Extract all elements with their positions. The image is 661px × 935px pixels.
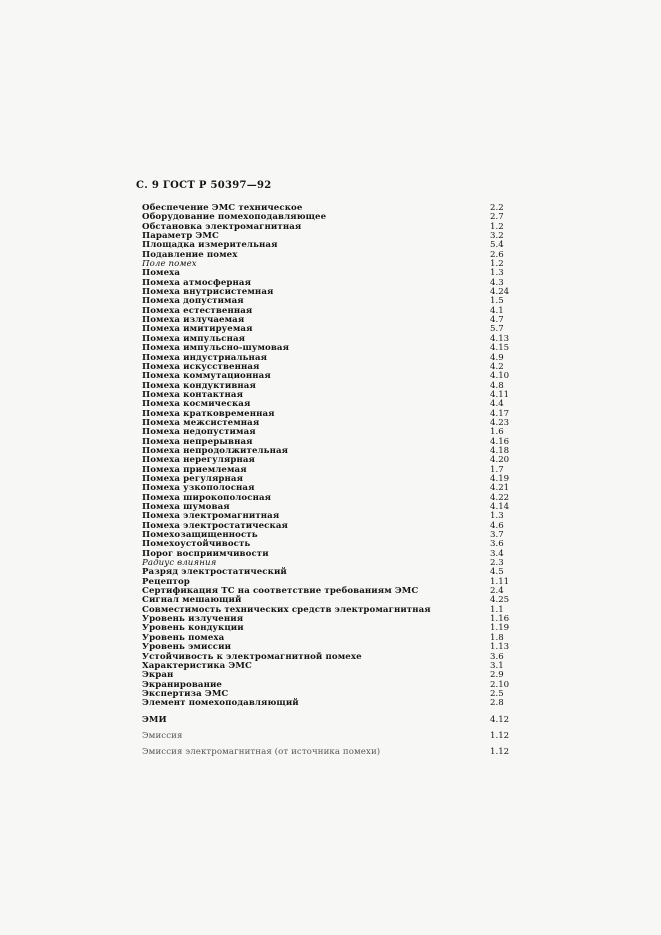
index-term: Помеха межсистемная bbox=[142, 417, 260, 428]
index-ref: 4.21 bbox=[490, 483, 510, 494]
index-term: Уровень излучения bbox=[142, 614, 244, 625]
index-term: Помехоустойчивость bbox=[142, 539, 251, 550]
index-ref: 1.2 bbox=[490, 259, 504, 270]
index-term: Уровень эмиссии bbox=[142, 642, 232, 653]
index-ref: 2.9 bbox=[490, 670, 504, 681]
index-term: Помеха кратковременная bbox=[142, 408, 275, 419]
index-term: Сертификация ТС на соответствие требованиям ЭМС bbox=[142, 586, 419, 597]
index-term: Помеха электростатическая bbox=[142, 520, 288, 531]
index-entry bbox=[142, 748, 522, 757]
index-term: ЭМИ bbox=[142, 714, 167, 725]
index-ref: 1.19 bbox=[490, 623, 510, 634]
index-ref: 1.3 bbox=[490, 511, 504, 522]
index-ref: 4.25 bbox=[490, 595, 510, 606]
index-term: Характеристика ЭМС bbox=[142, 660, 252, 671]
index-term: Помеха электромагнитная bbox=[142, 511, 280, 522]
index-term: Помеха контактная bbox=[142, 389, 244, 400]
index-ref: 4.14 bbox=[490, 502, 510, 512]
index-ref: 5.4 bbox=[490, 240, 504, 251]
index-ref: 2.3 bbox=[490, 558, 504, 569]
index-ref: 1.12 bbox=[490, 730, 510, 741]
index-ref: 1.6 bbox=[490, 427, 504, 438]
index-term: Помеха непродолжительная bbox=[142, 445, 289, 456]
index-term: Совместимость технических средств электромагнитная bbox=[142, 604, 431, 615]
index-term: Помеха имитируемая bbox=[142, 324, 253, 335]
index-ref: 4.10 bbox=[490, 371, 510, 382]
index-term: Помеха космическая bbox=[142, 399, 251, 410]
index-term: Сигнал мешающий bbox=[142, 595, 242, 606]
index-ref: 1.8 bbox=[490, 632, 504, 643]
index-ref: 4.12 bbox=[490, 714, 510, 725]
index-ref: 4.17 bbox=[490, 408, 510, 419]
index-ref: 4.19 bbox=[490, 473, 510, 484]
term-index bbox=[142, 204, 522, 758]
index-entry bbox=[142, 732, 522, 741]
index-ref: 1.12 bbox=[490, 747, 510, 758]
index-ref: 4.22 bbox=[490, 492, 510, 503]
index-ref: 4.2 bbox=[490, 361, 504, 372]
index-ref: 2.5 bbox=[490, 688, 504, 699]
index-term: Помеха естественная bbox=[142, 305, 253, 316]
index-entry bbox=[142, 260, 522, 269]
index-ref: 4.20 bbox=[490, 455, 510, 466]
index-entry bbox=[142, 716, 522, 725]
index-ref: 2.6 bbox=[490, 249, 504, 260]
index-ref: 4.24 bbox=[490, 287, 510, 298]
index-term: Устойчивость к электромагнитной помехе bbox=[142, 651, 362, 662]
index-ref: 4.18 bbox=[490, 445, 510, 456]
index-ref: 4.13 bbox=[490, 333, 510, 344]
index-ref: 4.3 bbox=[490, 277, 504, 288]
index-ref: 5.7 bbox=[490, 324, 504, 335]
index-ref: 4.5 bbox=[490, 567, 504, 578]
index-ref: 4.15 bbox=[490, 343, 510, 354]
index-ref: 1.1 bbox=[490, 604, 504, 615]
page-header: С. 9 ГОСТ Р 50397—92 bbox=[136, 180, 272, 191]
index-term: Обеспечение ЭМС техническое bbox=[142, 203, 303, 213]
index-ref: 4.4 bbox=[490, 399, 504, 410]
index-ref: 4.11 bbox=[490, 389, 510, 400]
index-term: Помеха широкополосная bbox=[142, 492, 272, 503]
index-ref: 4.1 bbox=[490, 305, 504, 316]
index-term: Помехозащищенность bbox=[142, 530, 258, 541]
index-term: Эмиссия электромагнитная (от источника помехи) bbox=[142, 747, 381, 758]
index-term: Помеха коммутационная bbox=[142, 371, 271, 382]
index-ref: 4.6 bbox=[490, 520, 504, 531]
index-ref: 4.16 bbox=[490, 436, 510, 447]
index-entry bbox=[142, 251, 522, 260]
index-term: Поле помех bbox=[142, 259, 197, 270]
index-ref: 3.4 bbox=[490, 548, 504, 559]
index-term: Экранирование bbox=[142, 679, 222, 690]
index-term: Помеха bbox=[142, 268, 181, 279]
index-term: Элемент помехоподавляющий bbox=[142, 698, 299, 709]
index-term: Рецептор bbox=[142, 576, 190, 587]
index-ref: 2.4 bbox=[490, 586, 504, 597]
index-ref: 2.7 bbox=[490, 212, 504, 223]
index-ref: 1.7 bbox=[490, 464, 504, 475]
index-ref: 2.2 bbox=[490, 203, 504, 213]
index-ref: 1.3 bbox=[490, 268, 504, 279]
index-ref: 4.9 bbox=[490, 352, 504, 363]
index-ref: 2.8 bbox=[490, 698, 504, 709]
index-term: Помеха индустриальная bbox=[142, 352, 268, 363]
index-term: Площадка измерительная bbox=[142, 240, 278, 251]
index-term: Помеха импульсно-шумовая bbox=[142, 343, 290, 354]
index-term: Помеха приемлемая bbox=[142, 464, 247, 475]
index-ref: 3.1 bbox=[490, 660, 504, 671]
index-term: Помеха регулярная bbox=[142, 473, 244, 484]
index-ref: 3.6 bbox=[490, 539, 504, 550]
index-ref: 1.16 bbox=[490, 614, 510, 625]
index-ref: 1.11 bbox=[490, 576, 510, 587]
index-term: Помеха внутрисистемная bbox=[142, 287, 274, 298]
index-term: Подавление помех bbox=[142, 249, 238, 260]
index-term: Уровень помеха bbox=[142, 632, 225, 643]
index-ref: 4.23 bbox=[490, 417, 510, 428]
index-term: Помеха шумовая bbox=[142, 502, 230, 512]
index-term: Помеха нерегулярная bbox=[142, 455, 255, 466]
index-entry bbox=[142, 662, 522, 671]
index-ref: 4.8 bbox=[490, 380, 504, 391]
index-entry bbox=[142, 699, 522, 708]
index-term: Помеха недопустимая bbox=[142, 427, 256, 438]
index-term: Помеха кондуктивная bbox=[142, 380, 256, 391]
index-term: Радиус влияния bbox=[142, 558, 217, 569]
index-ref: 2.10 bbox=[490, 679, 510, 690]
index-term: Эмиссия bbox=[142, 730, 183, 741]
index-term: Помеха непрерывная bbox=[142, 436, 253, 447]
index-term: Помеха искусственная bbox=[142, 361, 260, 372]
index-ref: 1.2 bbox=[490, 221, 504, 232]
index-term: Обстановка электромагнитная bbox=[142, 221, 302, 232]
index-term: Помеха атмосферная bbox=[142, 277, 252, 288]
index-ref: 3.7 bbox=[490, 530, 504, 541]
index-term: Помеха допустимая bbox=[142, 296, 244, 307]
index-ref: 3.2 bbox=[490, 231, 504, 242]
index-ref: 3.6 bbox=[490, 651, 504, 662]
index-term: Параметр ЭМС bbox=[142, 231, 219, 242]
index-term: Оборудование помехоподавляющее bbox=[142, 212, 327, 223]
index-term: Помеха излучаемая bbox=[142, 315, 245, 326]
index-term: Помеха импульсная bbox=[142, 333, 246, 344]
index-ref: 1.13 bbox=[490, 642, 510, 653]
index-ref: 1.5 bbox=[490, 296, 504, 307]
index-entry bbox=[142, 568, 522, 577]
index-ref: 4.7 bbox=[490, 315, 504, 326]
index-term: Порог восприимчивости bbox=[142, 548, 269, 559]
index-term: Экран bbox=[142, 670, 174, 681]
index-term: Уровень кондукции bbox=[142, 623, 244, 634]
index-term: Помеха узкополосная bbox=[142, 483, 255, 494]
index-term: Разряд электростатический bbox=[142, 567, 287, 578]
index-term: Экспертиза ЭМС bbox=[142, 688, 229, 699]
